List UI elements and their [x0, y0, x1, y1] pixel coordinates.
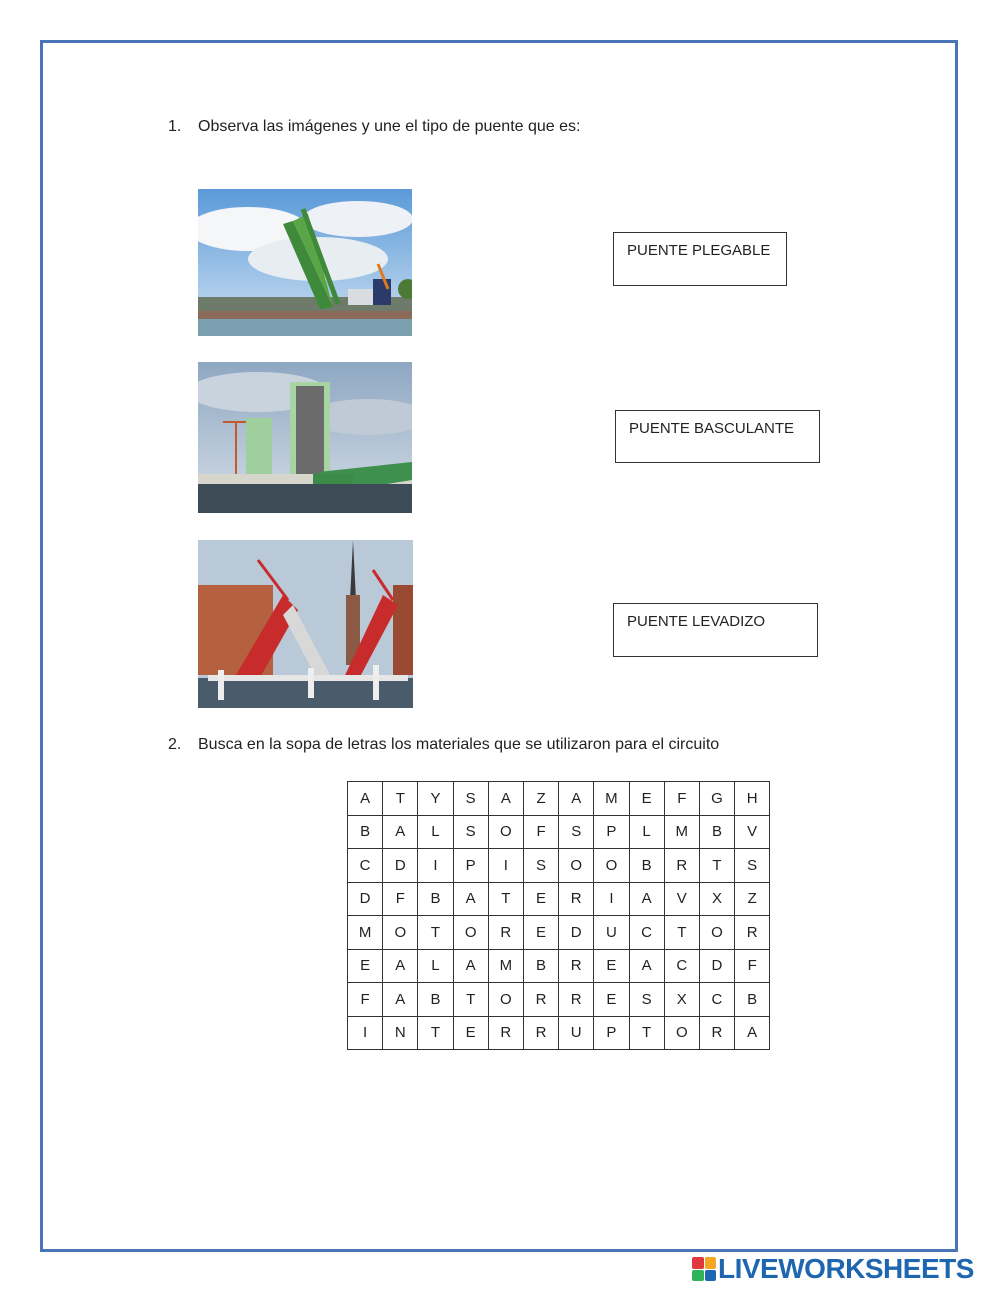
grid-cell[interactable]: A [629, 882, 664, 916]
grid-cell[interactable]: G [699, 782, 734, 816]
question-2 [168, 736, 868, 758]
bascule-bridge-photo [198, 362, 412, 513]
grid-cell[interactable]: A [453, 949, 488, 983]
grid-cell[interactable]: R [559, 983, 594, 1017]
grid-row [348, 815, 770, 849]
grid-cell[interactable]: B [629, 849, 664, 883]
grid-cell[interactable]: E [594, 949, 629, 983]
grid-cell[interactable]: R [559, 882, 594, 916]
grid-cell[interactable]: O [453, 916, 488, 950]
grid-cell[interactable]: O [699, 916, 734, 950]
grid-cell[interactable]: A [348, 782, 383, 816]
word-search-grid [347, 781, 770, 1050]
grid-cell[interactable]: A [383, 983, 418, 1017]
grid-cell[interactable]: A [453, 882, 488, 916]
folding-red-bridge-photo [198, 540, 413, 708]
grid-row [348, 782, 770, 816]
grid-cell[interactable]: D [559, 916, 594, 950]
grid-cell[interactable]: X [664, 983, 699, 1017]
grid-cell[interactable]: I [348, 1016, 383, 1050]
question-2-text: Busca en la sopa de letras los materiales que se utilizaron para el circuito [198, 736, 720, 753]
grid-cell[interactable]: Z [735, 882, 770, 916]
grid-cell[interactable]: R [488, 916, 523, 950]
grid-cell[interactable]: O [664, 1016, 699, 1050]
grid-cell[interactable]: R [699, 1016, 734, 1050]
grid-cell[interactable]: F [523, 815, 558, 849]
grid-cell[interactable]: Y [418, 782, 453, 816]
grid-cell[interactable]: C [664, 949, 699, 983]
grid-cell[interactable]: T [629, 1016, 664, 1050]
grid-row [348, 916, 770, 950]
grid-cell[interactable]: L [418, 949, 453, 983]
grid-cell[interactable]: F [348, 983, 383, 1017]
option-puente-basculante[interactable] [615, 410, 820, 463]
grid-cell[interactable]: S [453, 782, 488, 816]
grid-cell[interactable]: O [488, 815, 523, 849]
grid-cell[interactable]: E [523, 882, 558, 916]
grid-cell[interactable]: E [523, 916, 558, 950]
grid-cell[interactable]: S [453, 815, 488, 849]
grid-cell[interactable]: F [735, 949, 770, 983]
grid-cell[interactable]: A [629, 949, 664, 983]
grid-cell[interactable]: R [559, 949, 594, 983]
grid-cell[interactable]: C [348, 849, 383, 883]
grid-cell[interactable]: R [735, 916, 770, 950]
grid-row [348, 949, 770, 983]
brand-name: LIVEWORKSHEETS [718, 1253, 974, 1284]
option-puente-levadizo[interactable] [613, 603, 818, 657]
grid-cell[interactable]: U [559, 1016, 594, 1050]
option-label: PUENTE PLEGABLE [627, 242, 771, 259]
grid-cell[interactable]: T [383, 782, 418, 816]
grid-cell[interactable]: B [418, 882, 453, 916]
option-puente-plegable[interactable] [613, 232, 787, 286]
question-1 [168, 118, 768, 140]
grid-cell[interactable]: L [629, 815, 664, 849]
grid-cell[interactable]: E [348, 949, 383, 983]
grid-cell[interactable]: F [383, 882, 418, 916]
grid-cell[interactable]: P [594, 815, 629, 849]
grid-cell[interactable]: I [594, 882, 629, 916]
grid-cell[interactable]: S [735, 849, 770, 883]
grid-row [348, 882, 770, 916]
grid-row [348, 983, 770, 1017]
grid-cell[interactable]: M [348, 916, 383, 950]
grid-cell[interactable]: D [383, 849, 418, 883]
grid-row [348, 1016, 770, 1050]
question-2-number: 2. [168, 736, 182, 753]
grid-cell[interactable]: V [735, 815, 770, 849]
grid-row [348, 849, 770, 883]
grid-cell[interactable]: D [699, 949, 734, 983]
grid-cell[interactable]: T [699, 849, 734, 883]
grid-cell[interactable]: B [418, 983, 453, 1017]
option-label: PUENTE BASCULANTE [629, 420, 795, 437]
grid-cell[interactable]: R [523, 1016, 558, 1050]
grid-cell[interactable]: P [594, 1016, 629, 1050]
grid-cell[interactable]: T [488, 882, 523, 916]
grid-cell[interactable]: C [629, 916, 664, 950]
logo-square [692, 1270, 704, 1282]
grid-cell[interactable]: O [559, 849, 594, 883]
grid-cell[interactable]: T [664, 916, 699, 950]
grid-cell[interactable]: O [594, 849, 629, 883]
grid-cell[interactable]: X [699, 882, 734, 916]
worksheet-border [40, 40, 958, 1252]
grid-cell[interactable]: A [735, 1016, 770, 1050]
grid-cell[interactable]: A [383, 815, 418, 849]
grid-cell[interactable]: N [383, 1016, 418, 1050]
option-label: PUENTE LEVADIZO [627, 613, 766, 630]
grid-cell[interactable]: D [348, 882, 383, 916]
grid-cell[interactable]: E [453, 1016, 488, 1050]
grid-cell[interactable]: A [488, 782, 523, 816]
question-1-text: Observa las imágenes y une el tipo de puente que es: [198, 118, 581, 135]
grid-cell[interactable]: R [664, 849, 699, 883]
grid-cell[interactable]: A [383, 949, 418, 983]
grid-cell[interactable]: Z [523, 782, 558, 816]
grid-cell[interactable]: E [629, 782, 664, 816]
logo-square [692, 1257, 704, 1269]
grid-cell[interactable]: B [523, 949, 558, 983]
liveworksheets-brand [692, 1254, 974, 1284]
grid-cell[interactable]: V [664, 882, 699, 916]
grid-cell[interactable]: B [735, 983, 770, 1017]
green-drawbridge-photo [198, 189, 412, 336]
grid-cell[interactable]: M [488, 949, 523, 983]
grid-cell[interactable]: B [348, 815, 383, 849]
logo-square [705, 1257, 717, 1269]
grid-cell[interactable]: C [699, 983, 734, 1017]
grid-cell[interactable]: P [453, 849, 488, 883]
grid-cell[interactable]: T [418, 916, 453, 950]
grid-cell[interactable]: L [418, 815, 453, 849]
grid-cell[interactable]: B [699, 815, 734, 849]
grid-cell[interactable]: S [523, 849, 558, 883]
grid-cell[interactable]: S [559, 815, 594, 849]
logo-square [705, 1270, 717, 1282]
grid-cell[interactable]: T [418, 1016, 453, 1050]
grid-cell[interactable]: R [488, 1016, 523, 1050]
liveworksheets-logo-icon [692, 1257, 716, 1281]
grid-cell[interactable]: O [383, 916, 418, 950]
grid-cell[interactable]: R [523, 983, 558, 1017]
question-1-number: 1. [168, 118, 182, 135]
grid-cell[interactable]: F [664, 782, 699, 816]
grid-cell[interactable]: I [418, 849, 453, 883]
grid-cell[interactable]: U [594, 916, 629, 950]
grid-cell[interactable]: M [664, 815, 699, 849]
grid-cell[interactable]: S [629, 983, 664, 1017]
grid-cell[interactable]: M [594, 782, 629, 816]
grid-cell[interactable]: I [488, 849, 523, 883]
grid-cell[interactable]: H [735, 782, 770, 816]
grid-cell[interactable]: T [453, 983, 488, 1017]
grid-cell[interactable]: O [488, 983, 523, 1017]
grid-cell[interactable]: E [594, 983, 629, 1017]
grid-cell[interactable]: A [559, 782, 594, 816]
